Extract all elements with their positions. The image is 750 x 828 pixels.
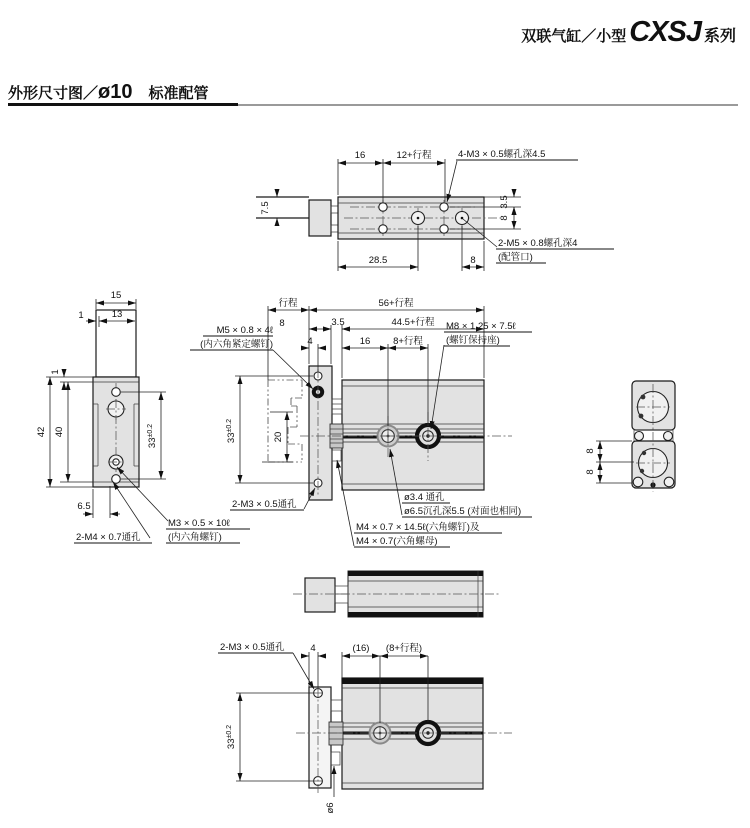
top-view-drawing	[256, 148, 614, 271]
dim-label: 3.5	[499, 195, 510, 209]
callout-d34-hole: ø3.4 通孔	[404, 492, 445, 503]
dim-label: 56+行程	[378, 298, 414, 309]
section-title-prefix: 外形尺寸图／	[8, 85, 99, 102]
callout-d65-counterbore: ø6.5沉孔深5.5 (对面也相同)	[404, 506, 522, 517]
callout-m4-hex-nut: M4 × 0.7(六角螺母)	[356, 536, 438, 547]
dim-label: 12+行程	[396, 150, 432, 161]
callout-m3-through-holes: 2-M3 × 0.5通孔	[232, 499, 297, 510]
dim-label: 4	[307, 336, 313, 347]
dim-label: 8	[585, 448, 596, 454]
screw-hole	[112, 388, 121, 397]
callout-m3-holes: 4-M3 × 0.5螺孔深4.5	[458, 149, 546, 160]
cylinder-body-side	[342, 380, 484, 490]
dim-label: 8	[585, 469, 596, 475]
dim-label: 8	[279, 318, 285, 329]
thread-hole	[379, 225, 387, 233]
dim-label: 8	[470, 255, 476, 266]
callout-m5-ports: 2-M5 × 0.8螺孔深4	[498, 238, 578, 249]
phantom-workpiece	[268, 380, 302, 462]
bottom-view-drawing	[218, 641, 512, 814]
callout-m3-through-holes: 2-M3 × 0.5通孔	[220, 642, 285, 653]
thread-hole	[379, 203, 387, 211]
callout-m5-ports-note: (配管口)	[498, 252, 533, 263]
dim-label: 40	[54, 426, 65, 438]
series-title-suffix: 系列	[703, 28, 736, 45]
dim-label: 4	[310, 643, 316, 654]
dim-label: 16	[359, 336, 371, 347]
series-title-prefix: 双联气缸／小型	[521, 28, 627, 45]
dim-label: 42	[36, 426, 47, 438]
rod-coupler	[329, 722, 343, 745]
mounting-plate	[309, 687, 331, 788]
dim-label: (16)	[352, 643, 370, 654]
callout-m8-retainer: M8 × 1.25 × 7.5ℓ	[446, 321, 516, 332]
dim-label: 行程	[278, 298, 298, 309]
dim-label: 44.5+行程	[391, 317, 435, 328]
side-view-drawing	[190, 297, 532, 547]
dim-label: 8	[499, 215, 510, 221]
dim-label: 1	[50, 369, 61, 375]
end-view-drawing	[585, 381, 675, 492]
rod-end-block	[309, 200, 331, 236]
dim-label: 15	[110, 290, 122, 301]
callout-m4-through-holes: 2-M4 × 0.7通孔	[76, 532, 141, 543]
callout-m3-screw: M3 × 0.5 × 10ℓ	[168, 518, 230, 529]
dim-label: 16	[354, 150, 366, 161]
dim-label: $33^{\pm 0.2}$	[226, 418, 237, 444]
section-title-suffix: 标准配管	[148, 85, 209, 102]
section-title-bore: ø10	[98, 81, 133, 103]
dim-label: $33^{\pm 0.2}$	[226, 724, 237, 750]
dim-label: 13	[111, 309, 123, 320]
rod-end-block	[305, 578, 335, 612]
dim-label: 7.5	[260, 201, 271, 215]
dim-label: 8+行程	[393, 336, 423, 347]
thread-hole	[440, 203, 448, 211]
lower-side-view-drawing	[293, 571, 500, 617]
dim-label: 1	[78, 310, 84, 321]
dim-label: 6.5	[77, 501, 91, 512]
cylinder-body	[348, 571, 483, 617]
callout-m3-screw-note: (内六角螺钉)	[168, 532, 222, 543]
callout-m5-set-screw-note: (内六角紧定螺钉)	[200, 339, 273, 350]
series-title-model: CXSJ	[629, 16, 701, 48]
dim-label: 28.5	[368, 255, 388, 266]
callout-m4-hex-screw: M4 × 0.7 × 14.5ℓ(六角螺钉)及	[356, 522, 480, 533]
dim-label: $33^{\pm 0.2}$	[147, 423, 158, 449]
thread-hole	[440, 225, 448, 233]
mounting-plate-front	[96, 310, 136, 377]
dim-label: ø6	[325, 802, 336, 814]
dim-label: 20	[273, 431, 284, 443]
callout-m8-retainer-note: (螺钉保持座)	[446, 335, 500, 346]
callout-m5-set-screw: M5 × 0.8 × 4ℓ	[216, 325, 273, 336]
dim-label: (8+行程)	[385, 643, 423, 654]
dim-label: 3.5	[331, 317, 345, 328]
